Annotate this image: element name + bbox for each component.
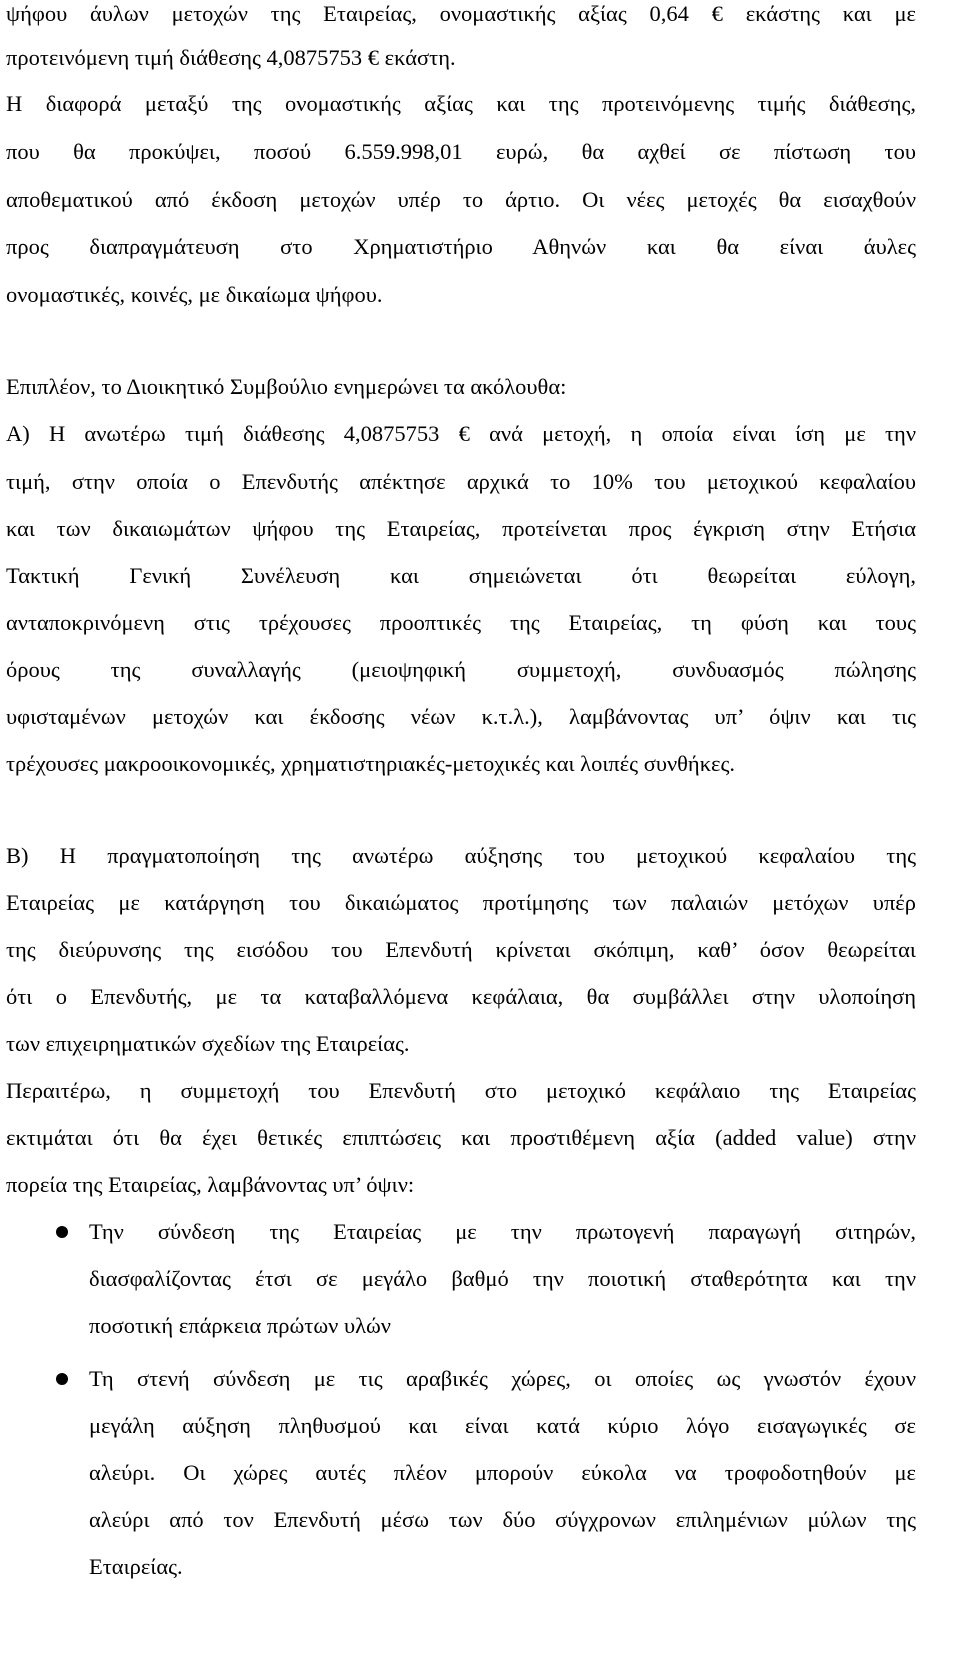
text-line: τιμή, στην οποία ο Επενδυτής απέκτησε αρχικά το 10% του μετοχικού κεφαλαίου [6,469,916,494]
bullet-icon [56,1373,68,1385]
text-line: που θα προκύψει, ποσού 6.559.998,01 ευρώ, θα αχθεί σε πίστωση του [6,139,916,164]
text-line: ονομαστικές, κοινές, με δικαίωμα ψήφου. [6,282,383,307]
text-line: ανταποκρινόμενη στις τρέχουσες προοπτικές της Εταιρείας, τη φύση και τους [6,610,916,635]
text-line: της διεύρυνσης της εισόδου του Επενδυτή κρίνεται σκόπιμη, καθ’ όσον θεωρείται [6,937,916,962]
bullet-text-line: μεγάλη αύξηση πληθυσμού και είναι κατά κύριο λόγο εισαγωγικές σε [89,1413,916,1438]
text-line: ότι ο Επενδυτής, με τα καταβαλλόμενα κεφάλαια, θα συμβάλλει στην υλοποίηση [6,984,916,1009]
text-line: προς διαπραγμάτευση στο Χρηματιστήριο Αθηνών και θα είναι άυλες [6,234,916,259]
text-line: πορεία της Εταιρείας, λαμβάνοντας υπ’ όψιν: [6,1172,415,1197]
bullet-text-line: Τη στενή σύνδεση με τις αραβικές χώρες, οι οποίες ως γνωστόν έχουν [89,1366,916,1391]
bullet-text-line: ποσοτική επάρκεια πρώτων υλών [89,1313,391,1338]
text-line: Επιπλέον, το Διοικητικό Συμβούλιο ενημερώνει τα ακόλουθα: [6,374,567,399]
bullet-text-line: διασφαλίζοντας έτσι σε μεγάλο βαθμό την ποιοτική σταθερότητα και την [89,1266,916,1291]
text-line: αποθεματικού από έκδοση μετοχών υπέρ το άρτιο. Οι νέες μετοχές θα εισαχθούν [6,187,916,212]
text-line: υφισταμένων μετοχών και έκδοσης νέων κ.τ.λ.), λαμβάνοντας υπ’ όψιν και τις [6,704,916,729]
bullet-text-line: Εταιρείας. [89,1554,183,1579]
text-line: των επιχειρηματικών σχεδίων της Εταιρείας. [6,1031,410,1056]
text-line: Β) Η πραγματοποίηση της ανωτέρω αύξησης του μετοχικού κεφαλαίου της [6,843,916,868]
text-line: προτεινόμενη τιμή διάθεσης 4,0875753 € εκάστη. [6,45,456,70]
bullet-text-line: αλεύρι. Οι χώρες αυτές πλέον μπορούν εύκολα να τροφοδοτηθούν με [89,1460,916,1485]
text-line: εκτιμάται ότι θα έχει θετικές επιπτώσεις και προστιθέμενη αξία (added value) στην [6,1125,916,1150]
bullet-text-line: αλεύρι από τον Επενδυτή μέσω των δύο σύγχρονων επιλημένιων μύλων της [89,1507,916,1532]
text-line: Περαιτέρω, η συμμετοχή του Επενδυτή στο μετοχικό κεφάλαιο της Εταιρείας [6,1078,916,1103]
text-line: όρους της συναλλαγής (μειοψηφική συμμετοχή, συνδυασμός πώλησης [6,657,916,682]
text-line: Εταιρείας με κατάργηση του δικαιώματος προτίμησης των παλαιών μετόχων υπέρ [6,890,916,915]
text-line: ψήφου άυλων μετοχών της Εταιρείας, ονομαστικής αξίας 0,64 € εκάστης και με [6,1,916,26]
text-line: Η διαφορά μεταξύ της ονομαστικής αξίας και της προτεινόμενης τιμής διάθεσης, [6,91,916,116]
bullet-text-line: Την σύνδεση της Εταιρείας με την πρωτογενή παραγωγή σιτηρών, [89,1219,916,1244]
text-line: τρέχουσες μακροοικονομικές, χρηματιστηριακές-μετοχικές και λοιπές συνθήκες. [6,751,736,776]
text-line: Τακτική Γενική Συνέλευση και σημειώνεται ότι θεωρείται εύλογη, [6,563,916,588]
bullet-icon [56,1226,68,1238]
text-line: Α) Η ανωτέρω τιμή διάθεσης 4,0875753 € ανά μετοχή, η οποία είναι ίση με την [6,421,916,446]
text-line: και των δικαιωμάτων ψήφου της Εταιρείας, προτείνεται προς έγκριση στην Ετήσια [6,516,916,541]
